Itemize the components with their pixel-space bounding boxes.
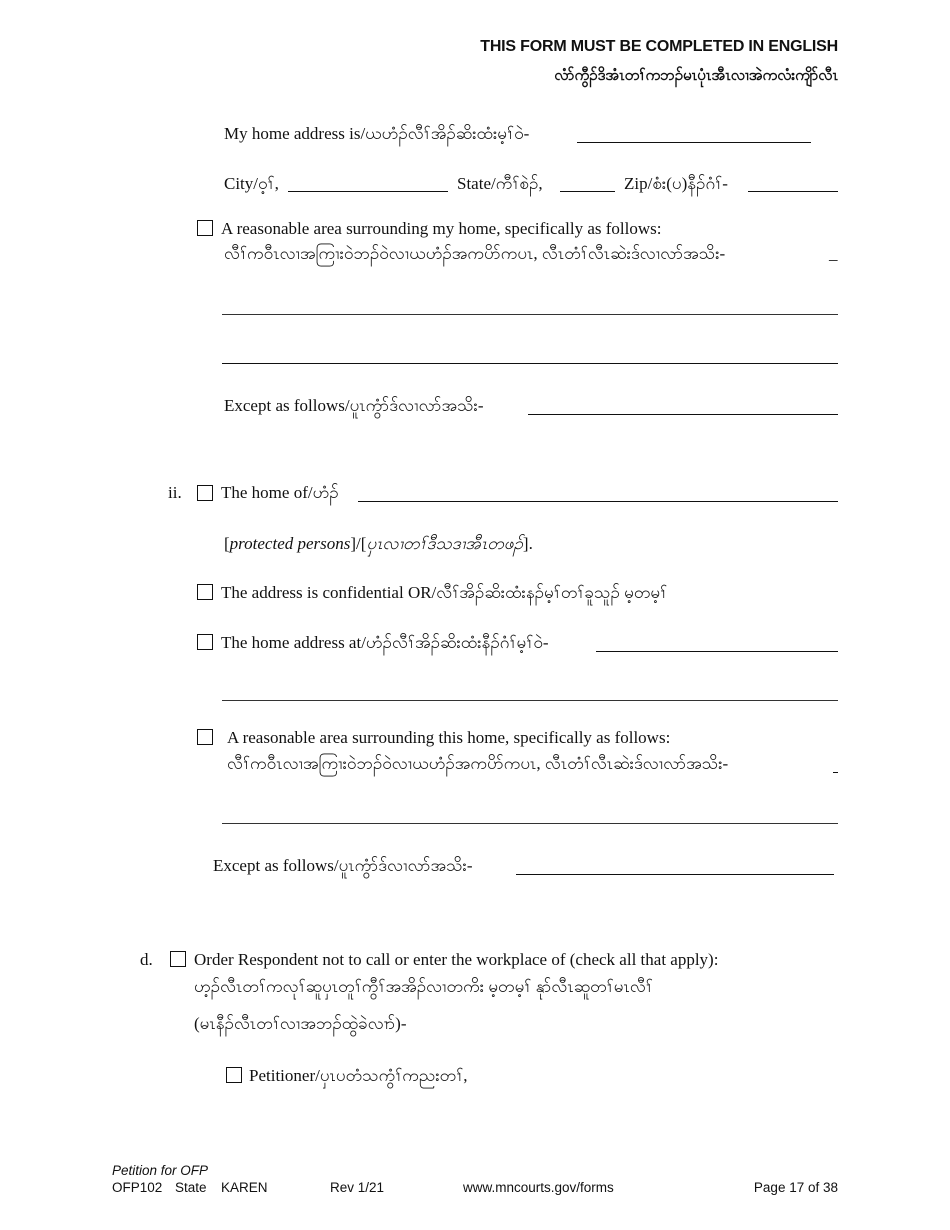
except-home-label: Except as follows/ပူၤကွံာ်ဒ်လၢလာ်အသိး- xyxy=(224,396,484,415)
karen-notice: လံာ်ကွီၣ်ဒိအံၤတၢ်ကဘၣ်မၤပုံၤအီၤလၢအဲကလံးကျိာ်လီၤ xyxy=(554,66,838,84)
reasonable-area-this-home-field[interactable] xyxy=(833,772,838,773)
footer-state: State xyxy=(175,1180,207,1195)
petitioner-workplace-label: Petitioner/ပှၤပတံသကွံၢ်ကညးတၢ်, xyxy=(249,1066,468,1085)
state-field[interactable] xyxy=(560,191,615,192)
home-of-field[interactable] xyxy=(358,501,838,502)
order-no-workplace-karen-2: (မၤနီၣ်လီၤတၢ်လၢအဘၣ်ထွဲခဲလၢာ်)- xyxy=(194,1014,407,1033)
footer-website[interactable]: www.mncourts.gov/forms xyxy=(463,1180,614,1195)
home-address-at-field[interactable] xyxy=(596,651,838,652)
order-no-workplace-checkbox[interactable] xyxy=(170,951,186,967)
state-label: State/ကီၢ်စဲၣ်, xyxy=(457,174,543,193)
order-no-workplace-label: Order Respondent not to call or enter the workplace of (check all that apply): xyxy=(194,950,719,969)
reasonable-area-this-home-checkbox[interactable] xyxy=(197,729,213,745)
english-notice: THIS FORM MUST BE COMPLETED IN ENGLISH xyxy=(480,38,838,55)
order-no-workplace-karen-1: ဟ့ၣ်လီၤတၢ်ကလုၢ်ဆူပှၤတူၢ်ကွီၢ်အအိၣ်လၢတကိး မ့တမ့ၢ် နုာ်လီၤဆူတၢ်မၤလီၢ် xyxy=(194,977,653,996)
home-address-at-label: The home address at/ဟံၣ်လီၢ်အိၣ်ဆိးထံးနီၣ်ဂံၢ်မ့ၢ်ဝဲ- xyxy=(221,633,549,652)
except-home-field[interactable] xyxy=(528,414,838,415)
city-field[interactable] xyxy=(288,191,448,192)
home-address-at-line-2[interactable] xyxy=(222,700,838,701)
home-address-at-checkbox[interactable] xyxy=(197,634,213,650)
reasonable-area-home-checkbox[interactable] xyxy=(197,220,213,236)
reasonable-area-home-tail: _ xyxy=(829,244,838,263)
reasonable-area-this-home-label: A reasonable area surrounding this home, specifically as follows: xyxy=(227,728,671,747)
except-this-home-label: Except as follows/ပူၤကွံာ်ဒ်လၢလာ်အသိး- xyxy=(213,856,473,875)
reasonable-area-this-home-karen: လီၢ်ကဝီၤလၢအကြၢးဝဲဘၣ်ဝဲလၢယဟံၣ်အကပိာ်ကပၤ, လီၤတံၢ်လီၤဆဲးဒ်လၢလာ်အသိး- xyxy=(227,754,729,773)
except-this-home-field[interactable] xyxy=(516,874,834,875)
section-d-letter: d. xyxy=(140,950,153,969)
reasonable-area-home-karen: လီၢ်ကဝီၤလၢအကြၢးဝဲဘၣ်ဝဲလၢယဟံၣ်အကပိာ်ကပၤ, လီၤတံၢ်လီၤဆဲးဒ်လၢလာ်အသိး- xyxy=(224,244,726,263)
footer-form-title: Petition for OFP xyxy=(112,1163,209,1178)
address-confidential-label: The address is confidential OR/လီၢ်အိၣ်ဆိးထံးနၣ်မ့ၢ်တၢ်ခူသူၣ် မ့တမ့ၢ် xyxy=(221,583,668,602)
city-label: City/ဝ့ၢ်, xyxy=(224,174,279,193)
petitioner-workplace-checkbox[interactable] xyxy=(226,1067,242,1083)
footer-form-code: OFP102 xyxy=(112,1180,163,1195)
footer-revision: Rev 1/21 xyxy=(330,1180,385,1195)
home-of-checkbox[interactable] xyxy=(197,485,213,501)
section-ii-number: ii. xyxy=(168,483,182,502)
zip-label: Zip/စံး(ပ)နီၣ်ဂံၢ်- xyxy=(624,174,728,193)
home-of-label: The home of/ဟံၣ် xyxy=(221,483,339,502)
reasonable-area-home-label: A reasonable area surrounding my home, specifically as follows: xyxy=(221,219,662,238)
reasonable-area-this-home-line[interactable] xyxy=(222,823,838,824)
description-line-2[interactable] xyxy=(222,363,838,364)
description-line-1[interactable] xyxy=(222,314,838,315)
footer-language: KAREN xyxy=(221,1180,268,1195)
protected-persons-label: [protected persons]/[ပှၤလၢတၢ်ဒီသဒၢအီၤတဖၣ်]. xyxy=(224,534,533,553)
zip-field[interactable] xyxy=(748,191,838,192)
footer-page-number: Page 17 of 38 xyxy=(753,1180,838,1195)
address-confidential-checkbox[interactable] xyxy=(197,584,213,600)
home-address-field[interactable] xyxy=(577,142,811,143)
home-address-label: My home address is/ယဟံၣ်လီၢ်အိၣ်ဆိးထံးမ့ၢ်ဝဲ- xyxy=(224,124,530,143)
